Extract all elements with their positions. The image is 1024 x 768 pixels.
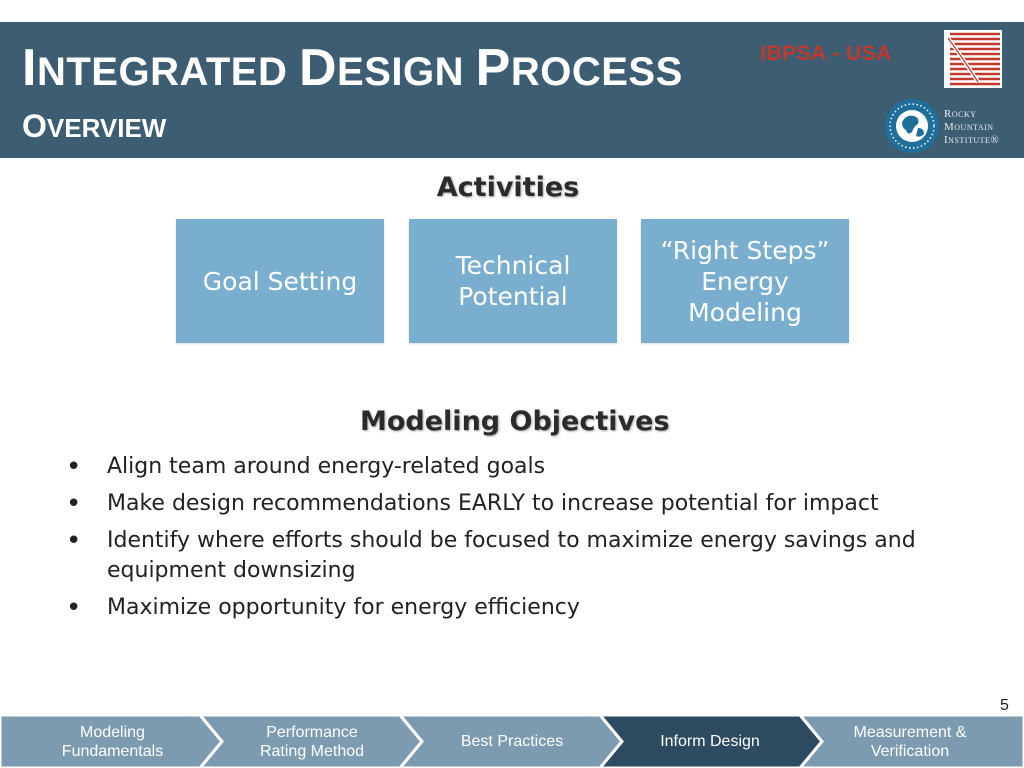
- activities-heading: Activities: [436, 172, 580, 203]
- ibpsa-usa-label: IBPSA - USA: [760, 42, 892, 65]
- list-item: • Make design recommendations EARLY to increase potential for impact: [66, 489, 879, 519]
- activity-box-label: Goal Setting: [202, 266, 358, 296]
- rmi-globe-icon: [884, 98, 940, 154]
- activity-box-label-line: Technical: [455, 251, 571, 280]
- page-number: 5: [1000, 697, 1009, 714]
- bullet-icon: •: [66, 593, 82, 623]
- list-item: • Identify where efforts should be focused to maximize energy savings and equipment downsizing: [66, 526, 916, 583]
- page-title: INTEGRATED DESIGN PROCESS: [22, 39, 683, 97]
- rmi-wordmark: Rocky Mountain Institute®: [944, 108, 1000, 146]
- activity-box-right-steps-modeling: [641, 219, 849, 343]
- list-item: • Maximize opportunity for energy efficiency: [66, 593, 580, 623]
- bullet-icon: •: [66, 489, 82, 519]
- objectives-list: [66, 452, 946, 630]
- nav-step-performance-rating-method[interactable]: Performance Rating Method: [259, 723, 365, 760]
- activity-box-label-line: Potential: [458, 282, 568, 311]
- nav-step-inform-design[interactable]: Inform Design: [660, 733, 760, 750]
- ibpsa-logo-icon: [944, 30, 1002, 88]
- activity-box-label-line: Modeling: [688, 297, 802, 327]
- activity-box-technical-potential: [409, 219, 617, 343]
- activity-box-label-line: “Right Steps”: [660, 235, 830, 265]
- nav-step-modeling-fundamentals[interactable]: Modeling Fundamentals: [61, 723, 164, 760]
- bullet-icon: •: [66, 526, 82, 556]
- activity-box-goal-setting: [176, 219, 384, 343]
- page-subtitle: OVERVIEW: [22, 108, 167, 144]
- bullet-icon: •: [66, 452, 82, 482]
- activity-box-label-line: Energy: [701, 266, 789, 296]
- objectives-heading: Modeling Objectives: [360, 406, 670, 437]
- nav-step-measurement-verification[interactable]: Measurement & Verification: [853, 723, 967, 760]
- nav-step-best-practices[interactable]: Best Practices: [460, 733, 564, 750]
- list-item: • Align team around energy-related goals: [66, 452, 546, 482]
